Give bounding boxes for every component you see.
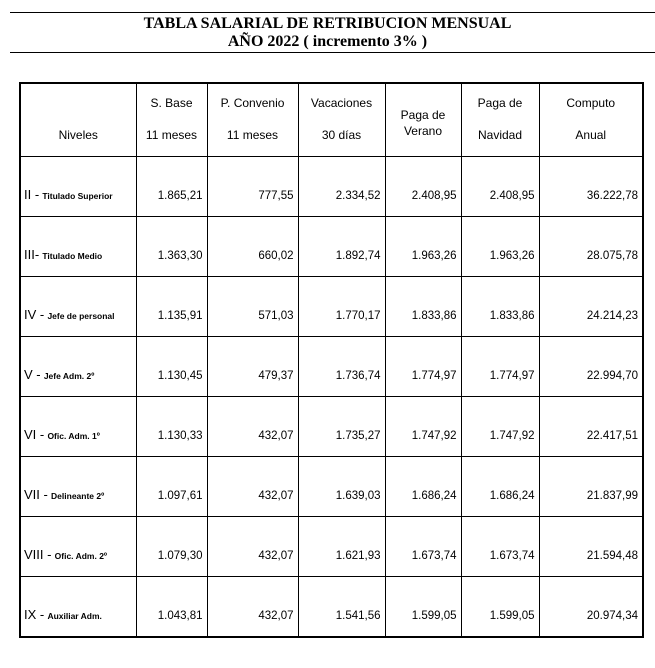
value-cell	[207, 277, 298, 337]
level-description: Jefe de personal	[47, 311, 115, 321]
level-number: II -	[24, 187, 40, 202]
level-cell	[20, 217, 136, 277]
value-cell	[207, 337, 298, 397]
header-line-1: P. Convenio	[220, 96, 285, 110]
value-cell	[298, 337, 385, 397]
value-text: 1.770,17	[335, 310, 381, 322]
value-cell	[298, 397, 385, 457]
value-text: 1.097,61	[157, 490, 203, 502]
header-line-2: Verano	[403, 124, 443, 138]
value-text: 36.222,78	[586, 190, 638, 202]
level-cell	[20, 277, 136, 337]
value-cell	[385, 517, 461, 577]
value-text: 1.865,21	[157, 190, 203, 202]
value-text: 1.673,74	[489, 550, 535, 562]
header-line-2: Anual	[575, 128, 607, 142]
level-number: VI -	[24, 427, 45, 442]
level-description: Ofic. Adm. 2º	[54, 551, 108, 561]
level-description: Ofic. Adm. 1º	[47, 431, 100, 441]
value-cell	[461, 577, 539, 638]
value-text: 21.594,48	[586, 550, 638, 562]
value-cell	[385, 337, 461, 397]
value-text: 1.673,74	[411, 550, 457, 562]
value-cell	[207, 517, 298, 577]
value-text: 1.735,27	[335, 430, 381, 442]
level-description: Jefe Adm. 2º	[43, 371, 95, 381]
value-cell	[385, 157, 461, 217]
title-line-2: AÑO 2022 ( incremento 3% )	[227, 33, 428, 50]
header-line-2: Navidad	[477, 128, 523, 142]
value-cell	[298, 457, 385, 517]
table-row	[20, 577, 643, 638]
value-cell	[385, 577, 461, 638]
level-number: VIII -	[24, 547, 52, 562]
value-text: 1.130,45	[157, 370, 203, 382]
value-text: 432,07	[258, 550, 294, 562]
value-text: 1.135,91	[157, 310, 203, 322]
level-cell	[20, 397, 136, 457]
value-cell	[385, 277, 461, 337]
value-cell	[136, 517, 207, 577]
level-description: Titulado Superior	[42, 191, 113, 201]
table-row	[20, 337, 643, 397]
level-cell	[20, 577, 136, 638]
value-text: 432,07	[258, 610, 294, 622]
column-header	[136, 83, 207, 157]
value-text: 1.833,86	[411, 310, 457, 322]
column-header	[207, 83, 298, 157]
level-number: IX -	[24, 607, 45, 622]
value-text: 1.639,03	[335, 490, 381, 502]
value-cell	[298, 517, 385, 577]
value-text: 2.408,95	[411, 190, 457, 202]
value-text: 1.963,26	[489, 250, 535, 262]
column-header	[539, 83, 643, 157]
value-text: 479,37	[258, 370, 294, 382]
value-text: 20.974,34	[586, 610, 638, 622]
value-cell	[136, 217, 207, 277]
value-cell	[539, 397, 643, 457]
table-row	[20, 397, 643, 457]
value-text: 2.334,52	[335, 190, 381, 202]
value-text: 1.599,05	[489, 610, 535, 622]
value-cell	[298, 217, 385, 277]
table-row	[20, 217, 643, 277]
level-cell	[20, 337, 136, 397]
level-cell	[20, 517, 136, 577]
value-cell	[461, 217, 539, 277]
level-description: Auxiliar Adm.	[47, 611, 102, 621]
value-cell	[207, 577, 298, 638]
value-text: 22.417,51	[586, 430, 638, 442]
value-cell	[539, 517, 643, 577]
value-text: 1.079,30	[157, 550, 203, 562]
value-cell	[539, 277, 643, 337]
value-cell	[385, 217, 461, 277]
value-cell	[539, 157, 643, 217]
value-text: 660,02	[258, 250, 294, 262]
header-line-2: 11 meses	[226, 128, 279, 142]
value-text: 1.963,26	[411, 250, 457, 262]
value-cell	[207, 397, 298, 457]
value-text: 1.736,74	[335, 370, 381, 382]
value-cell	[207, 157, 298, 217]
header-line-1: Paga de	[400, 108, 446, 122]
value-cell	[136, 337, 207, 397]
value-cell	[461, 457, 539, 517]
level-description: Titulado Medio	[42, 251, 103, 261]
value-text: 432,07	[258, 430, 294, 442]
table-row	[20, 457, 643, 517]
value-text: 1.833,86	[489, 310, 535, 322]
value-cell	[298, 157, 385, 217]
value-cell	[539, 457, 643, 517]
value-text: 2.408,95	[489, 190, 535, 202]
column-header	[461, 83, 539, 157]
value-cell	[539, 337, 643, 397]
value-cell	[461, 397, 539, 457]
value-cell	[207, 217, 298, 277]
value-text: 1.541,56	[335, 610, 381, 622]
column-header	[20, 83, 136, 157]
table-row	[20, 277, 643, 337]
level-number: VII -	[24, 487, 48, 502]
value-cell	[539, 217, 643, 277]
value-text: 1.130,33	[157, 430, 203, 442]
header-line-2: 11 meses	[145, 128, 198, 142]
value-cell	[136, 577, 207, 638]
value-cell	[136, 157, 207, 217]
value-cell	[385, 457, 461, 517]
header-line-2: Niveles	[58, 128, 98, 142]
level-number: III-	[24, 247, 40, 262]
header-line-1: Vacaciones	[310, 96, 373, 110]
table-row	[20, 517, 643, 577]
level-description: Delineante 2º	[51, 491, 105, 501]
value-text: 1.774,97	[411, 370, 457, 382]
value-text: 1.774,97	[489, 370, 535, 382]
value-text: 28.075,78	[586, 250, 638, 262]
value-text: 1.363,30	[157, 250, 203, 262]
value-cell	[136, 397, 207, 457]
value-cell	[461, 157, 539, 217]
column-header	[298, 83, 385, 157]
header-line-1: S. Base	[150, 96, 193, 110]
value-text: 1.747,92	[411, 430, 457, 442]
value-text: 1.747,92	[489, 430, 535, 442]
level-number: IV -	[24, 307, 45, 322]
level-cell	[20, 157, 136, 217]
level-number: V -	[24, 367, 41, 382]
value-text: 1.892,74	[335, 250, 381, 262]
column-header	[385, 83, 461, 157]
value-text: 1.621,93	[335, 550, 381, 562]
header-line-1: Paga de	[477, 96, 523, 110]
top-rule	[10, 12, 655, 13]
value-cell	[461, 277, 539, 337]
value-cell	[207, 457, 298, 517]
value-cell	[136, 277, 207, 337]
value-cell	[461, 337, 539, 397]
value-text: 22.994,70	[586, 370, 638, 382]
value-cell	[298, 577, 385, 638]
value-cell	[136, 457, 207, 517]
value-text: 571,03	[258, 310, 294, 322]
value-text: 1.599,05	[411, 610, 457, 622]
value-text: 777,55	[258, 190, 294, 202]
value-cell	[298, 277, 385, 337]
value-cell	[539, 577, 643, 638]
value-text: 1.686,24	[411, 490, 457, 502]
value-text: 1.686,24	[489, 490, 535, 502]
value-text: 1.043,81	[157, 610, 203, 622]
value-cell	[385, 397, 461, 457]
value-text: 24.214,23	[586, 310, 638, 322]
level-cell	[20, 457, 136, 517]
value-cell	[461, 517, 539, 577]
value-text: 432,07	[258, 490, 294, 502]
header-line-1: Computo	[566, 96, 616, 110]
salary-table	[19, 82, 644, 638]
value-text: 21.837,99	[586, 490, 638, 502]
header-line-1	[21, 96, 136, 116]
header-line-2: 30 días	[321, 128, 362, 142]
title-line-1: TABLA SALARIAL DE RETRIBUCION MENSUAL	[143, 15, 512, 32]
table-row	[20, 157, 643, 217]
bottom-rule	[10, 52, 655, 53]
